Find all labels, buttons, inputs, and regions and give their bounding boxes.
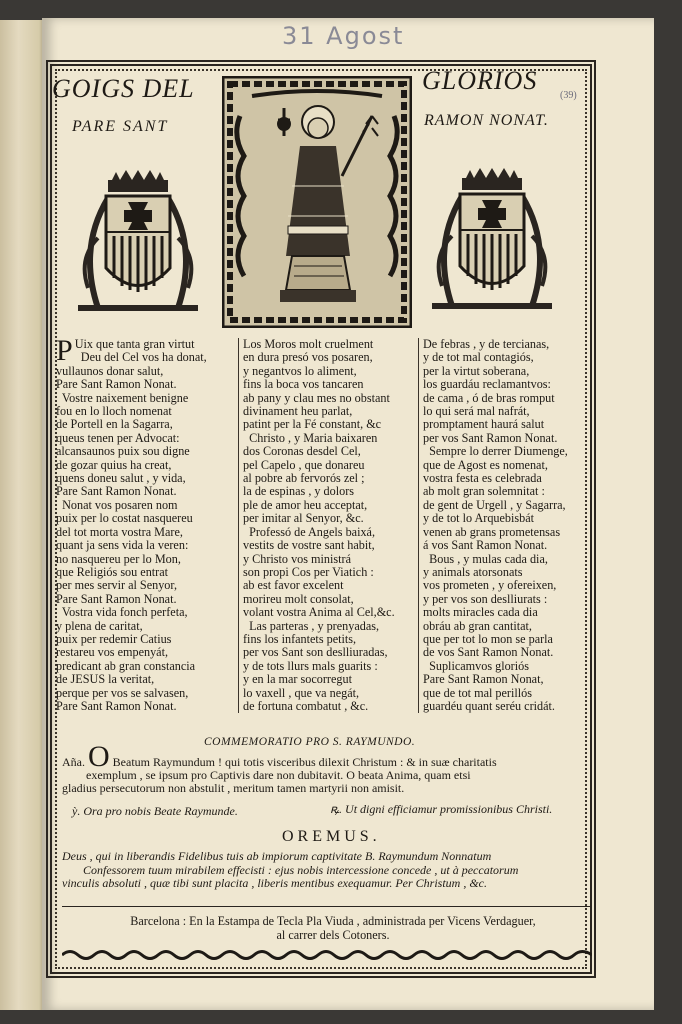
title-left-line2: PARE SANT xyxy=(72,118,169,135)
title-right-line1: GLORIOS xyxy=(422,66,538,95)
antiphon-text: Beatum Raymundum ! qui totis visceribus dilexit Christum : & in suæ charitatis exemplum , se ipsum pro Captivis dare non dubitavit. O beata Anima, quam etsi gladius persecutorum non abstulit , meritum tamen martyrii non amisit. xyxy=(62,755,497,795)
hymn-text-columns xyxy=(56,334,596,738)
handwritten-note: 31 Agost xyxy=(282,22,405,50)
saint-woodcut-image xyxy=(222,76,412,328)
right-coat-of-arms xyxy=(422,166,562,316)
versicle: ỳ. Ora pro nobis Beate Raymunde. xyxy=(72,804,238,818)
oremus-heading: OREMUS. xyxy=(282,828,381,845)
title-left-line1: GOIGS DEL xyxy=(52,74,195,103)
divider xyxy=(62,906,592,907)
antiphon-prefix: Aña. xyxy=(62,755,85,769)
title-right-line2: RAMON NONAT. xyxy=(424,112,549,129)
ornamental-band xyxy=(62,948,592,962)
column-1-text: Uix que tanta gran virtut Deu del Cel vos ha donat, vullaunos donar salut, Pare Sant Ramon Nonat. Vostre naixement benigne fou en lo lloch nomenat de Portell en la Sagarra, queus tenen per Advocat: alcansaunos puix sou digne de gozar quius ha creat, quens doneu salut , y vida, Pare Sant Ramon Nonat. Nonat vos posaren nom puix per lo costat nasquereu del tot morta vostra Mare, quant ja sens vida la veren: no nasquereu per lo Mon, que Religiós sou entrat per mes servir al Senyor, Pare Sant Ramon Nonat. Vostra vida fonch perfeta, y plena de caritat, puix per redemir Catius restareu vos empenyát, predicant ab gran constancia de JESUS la veritat, perque per vos se salvasen, Pare Sant Ramon Nonat. xyxy=(56,337,207,713)
hymn-column-1 xyxy=(56,334,232,713)
hymn-column-2: Los Moros molt cruelment en dura presó vos posaren, y negantvos lo aliment, fins la boca vos tancaren ab pany y clau mes no obstant divinament heu parlat, patint per la Fé constant, &c Christo , y Maria baixaren dos Coronas desdel Cel, pel Capelo , que donareu al pobre ab fervorós zel ; la de espinas , y dolors ple de amor heu acceptat, per imitar al Senyor, &c. Professó de Angels baixá, vestits de vostre sant habit, y Christo vos ministrá son propi Cos per Viatich : ab est favor excelent morireu molt consolat, volant vostra Anima al Cel,&c. Las parteras , y prenyadas, fins los infantets petits, per vos Sant son deslliuradas, y de tots llurs mals guarits : y en la mar socorregut lo vaxell , que va negát, de fortuna combatut , &c. xyxy=(238,338,419,713)
printer-imprint: Barcelona : En la Estampa de Tecla Pla Viuda , administrada per Vicens Verdaguer, al carrer dels Cotoners. xyxy=(130,914,536,942)
closing-prayer: Deus , qui in liberandis Fidelibus tuis ab impiorum captivitate B. Raymundum Nonnatum Confessorem tuum mirabilem effecisti : ejus nobis intercessione concede , ut à peccatorum vinculis absoluti , quæ tibi sunt placita , liberis mentibus exequamur. Per Christum , &c. xyxy=(62,849,519,890)
document-page xyxy=(42,18,654,1010)
left-coat-of-arms xyxy=(68,168,208,318)
drop-cap: P xyxy=(56,334,73,367)
commemoratio-title: COMMEMORATIO PRO S. RAYMUNDO. xyxy=(204,736,416,748)
facing-page-edge xyxy=(0,20,46,1010)
page-number: (39) xyxy=(560,90,577,101)
antiphon-initial: O xyxy=(88,740,110,773)
hymn-column-3: De febras , y de tercianas, y de tot mal contagiós, per la virtut soberana, los guardáu reclamantvos: de cama , ó de bras romput lo qui será mal nafrát, promptament haurá salut per vos Sant Ramon Nonat. Sempre lo derrer Diumenge, que de Agost es nomenat, vostra festa es celebrada ab molt gran solemnitat : de gent de Urgell , y Sagarra, y de tot lo Arquebisbát venen ab grans prometensas á vos Sant Ramon Nonat. Bous , y mulas cada dia, y animals atorsonats vos prometen , y ofereixen, y per vos son deslliurats : molts miracles cada dia obráu ab gran cantitat, que per tot lo mon se parla de vos Sant Ramon Nonat. Suplicamvos gloriós Pare Sant Ramon Nonat, que de tot mal perillós guardéu quant seréu cridát. xyxy=(418,338,603,713)
response: ꝶ. Ut digni efficiamur promissionibus Christi. xyxy=(330,802,553,816)
